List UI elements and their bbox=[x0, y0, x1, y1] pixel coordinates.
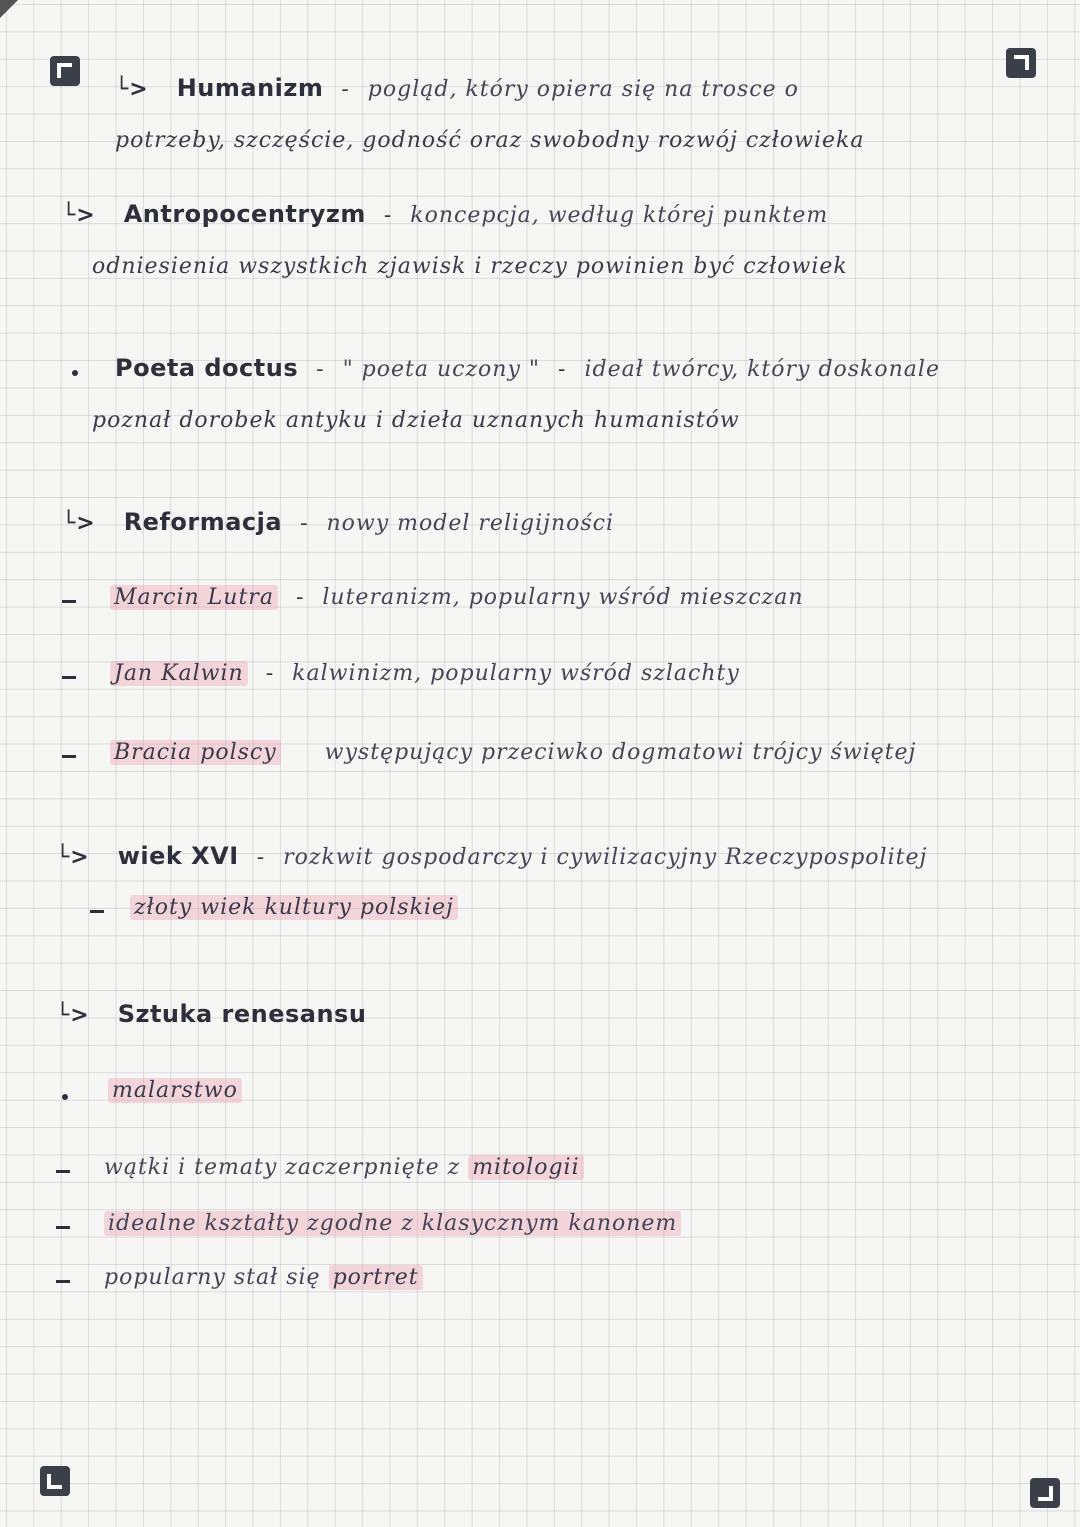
reformacja-item: Marcin Lutra - luteranizm, popularny wśród mieszczan bbox=[110, 585, 804, 610]
reformacja-row: └> Reformacja - nowy model religijności bbox=[62, 508, 615, 536]
sztuka-category: malarstwo bbox=[108, 1078, 242, 1103]
corner-bottom-right-icon bbox=[1030, 1478, 1060, 1508]
antropocentryzm-line2: odniesienia wszystkich zjawisk i rzeczy powinien być człowiek bbox=[92, 254, 848, 279]
sztuka-item bbox=[104, 1211, 681, 1236]
reformacja-item-desc: kalwinizm, popularny wśród szlachty bbox=[292, 661, 740, 686]
term-poeta-doctus: Poeta doctus bbox=[115, 354, 299, 382]
bullet-dot bbox=[72, 370, 78, 376]
arrow-icon: └> bbox=[115, 77, 149, 102]
dash-marker bbox=[62, 600, 76, 603]
sztuka-row bbox=[56, 1000, 366, 1028]
sztuka-item-text: idealne kształty zgodne z klasycznym kanonem bbox=[104, 1211, 681, 1236]
wiek-xvi-row: └> wiek XVI - rozkwit gospodarczy i cywilizacyjny Rzeczypospolitej bbox=[56, 842, 928, 870]
antropocentryzm-line1: koncepcja, według której punktem bbox=[410, 203, 829, 228]
reformacja-item: Jan Kalwin - kalwinizm, popularny wśród szlachty bbox=[110, 661, 740, 686]
corner-top-left-icon bbox=[50, 56, 80, 86]
dash-marker bbox=[56, 1170, 70, 1173]
sztuka-item-highlight: portret bbox=[329, 1265, 423, 1290]
reformacja-item-name: Marcin Lutra bbox=[110, 585, 278, 610]
arrow-icon: └> bbox=[62, 203, 96, 228]
humanizm-row: └> Humanizm - pogląd, który opiera się na trosce o bbox=[115, 74, 799, 102]
sztuka-item-text: popularny stał się bbox=[104, 1265, 329, 1290]
reformacja-desc: nowy model religijności bbox=[326, 511, 615, 536]
antropocentryzm-row: └> Antropocentryzm - koncepcja, według której punktem bbox=[62, 200, 829, 228]
sztuka-category-row bbox=[108, 1078, 242, 1103]
corner-bottom-left-icon bbox=[40, 1466, 70, 1496]
term-sztuka: Sztuka renesansu bbox=[117, 1000, 367, 1028]
reformacja-item-name: Jan Kalwin bbox=[110, 661, 248, 686]
term-wiek-xvi: wiek XVI bbox=[117, 842, 239, 870]
dash-marker bbox=[62, 676, 76, 679]
reformacja-item bbox=[110, 740, 916, 765]
term-reformacja: Reformacja bbox=[123, 508, 283, 536]
wiek-xvi-sub: złoty wiek kultury polskiej bbox=[130, 895, 458, 920]
sztuka-item bbox=[104, 1155, 584, 1180]
corner-top-right-icon bbox=[1006, 48, 1036, 78]
reformacja-item-name: Bracia polscy bbox=[110, 740, 281, 765]
dash-marker bbox=[56, 1280, 70, 1283]
dash-marker bbox=[56, 1226, 70, 1229]
sztuka-item-highlight: mitologii bbox=[468, 1155, 583, 1180]
bullet-dot bbox=[62, 1094, 68, 1100]
poeta-doctus-line1: ideał twórcy, który doskonale bbox=[584, 357, 940, 382]
arrow-icon: └> bbox=[62, 511, 96, 536]
reformacja-item-desc: występujący przeciwko dogmatowi trójcy świętej bbox=[324, 740, 917, 765]
humanizm-line1: pogląd, który opiera się na trosce o bbox=[367, 77, 799, 102]
term-humanizm: Humanizm bbox=[176, 74, 324, 102]
wiek-xvi-desc: rozkwit gospodarczy i cywilizacyjny Rzeczypospolitej bbox=[283, 845, 928, 870]
poeta-doctus-quote: " poeta uczony " bbox=[342, 357, 541, 382]
dash-marker bbox=[90, 910, 104, 913]
poeta-doctus-row: Poeta doctus - " poeta uczony " - ideał twórcy, który doskonale bbox=[115, 354, 940, 382]
humanizm-line2: potrzeby, szczęście, godność oraz swobodny rozwój człowieka bbox=[115, 128, 865, 153]
sztuka-item-text: wątki i tematy zaczerpnięte z bbox=[104, 1155, 469, 1180]
term-antropocentryzm: Antropocentryzm bbox=[123, 200, 366, 228]
sztuka-item bbox=[104, 1265, 423, 1290]
arrow-icon: └> bbox=[56, 845, 90, 870]
dash-marker bbox=[62, 755, 76, 758]
arrow-icon: └> bbox=[56, 1003, 90, 1028]
reformacja-item-desc: luteranizm, popularny wśród mieszczan bbox=[322, 585, 804, 610]
poeta-doctus-line2: poznał dorobek antyku i dzieła uznanych humanistów bbox=[92, 408, 740, 433]
page-fold bbox=[0, 0, 18, 18]
wiek-xvi-sub-row bbox=[130, 895, 458, 920]
